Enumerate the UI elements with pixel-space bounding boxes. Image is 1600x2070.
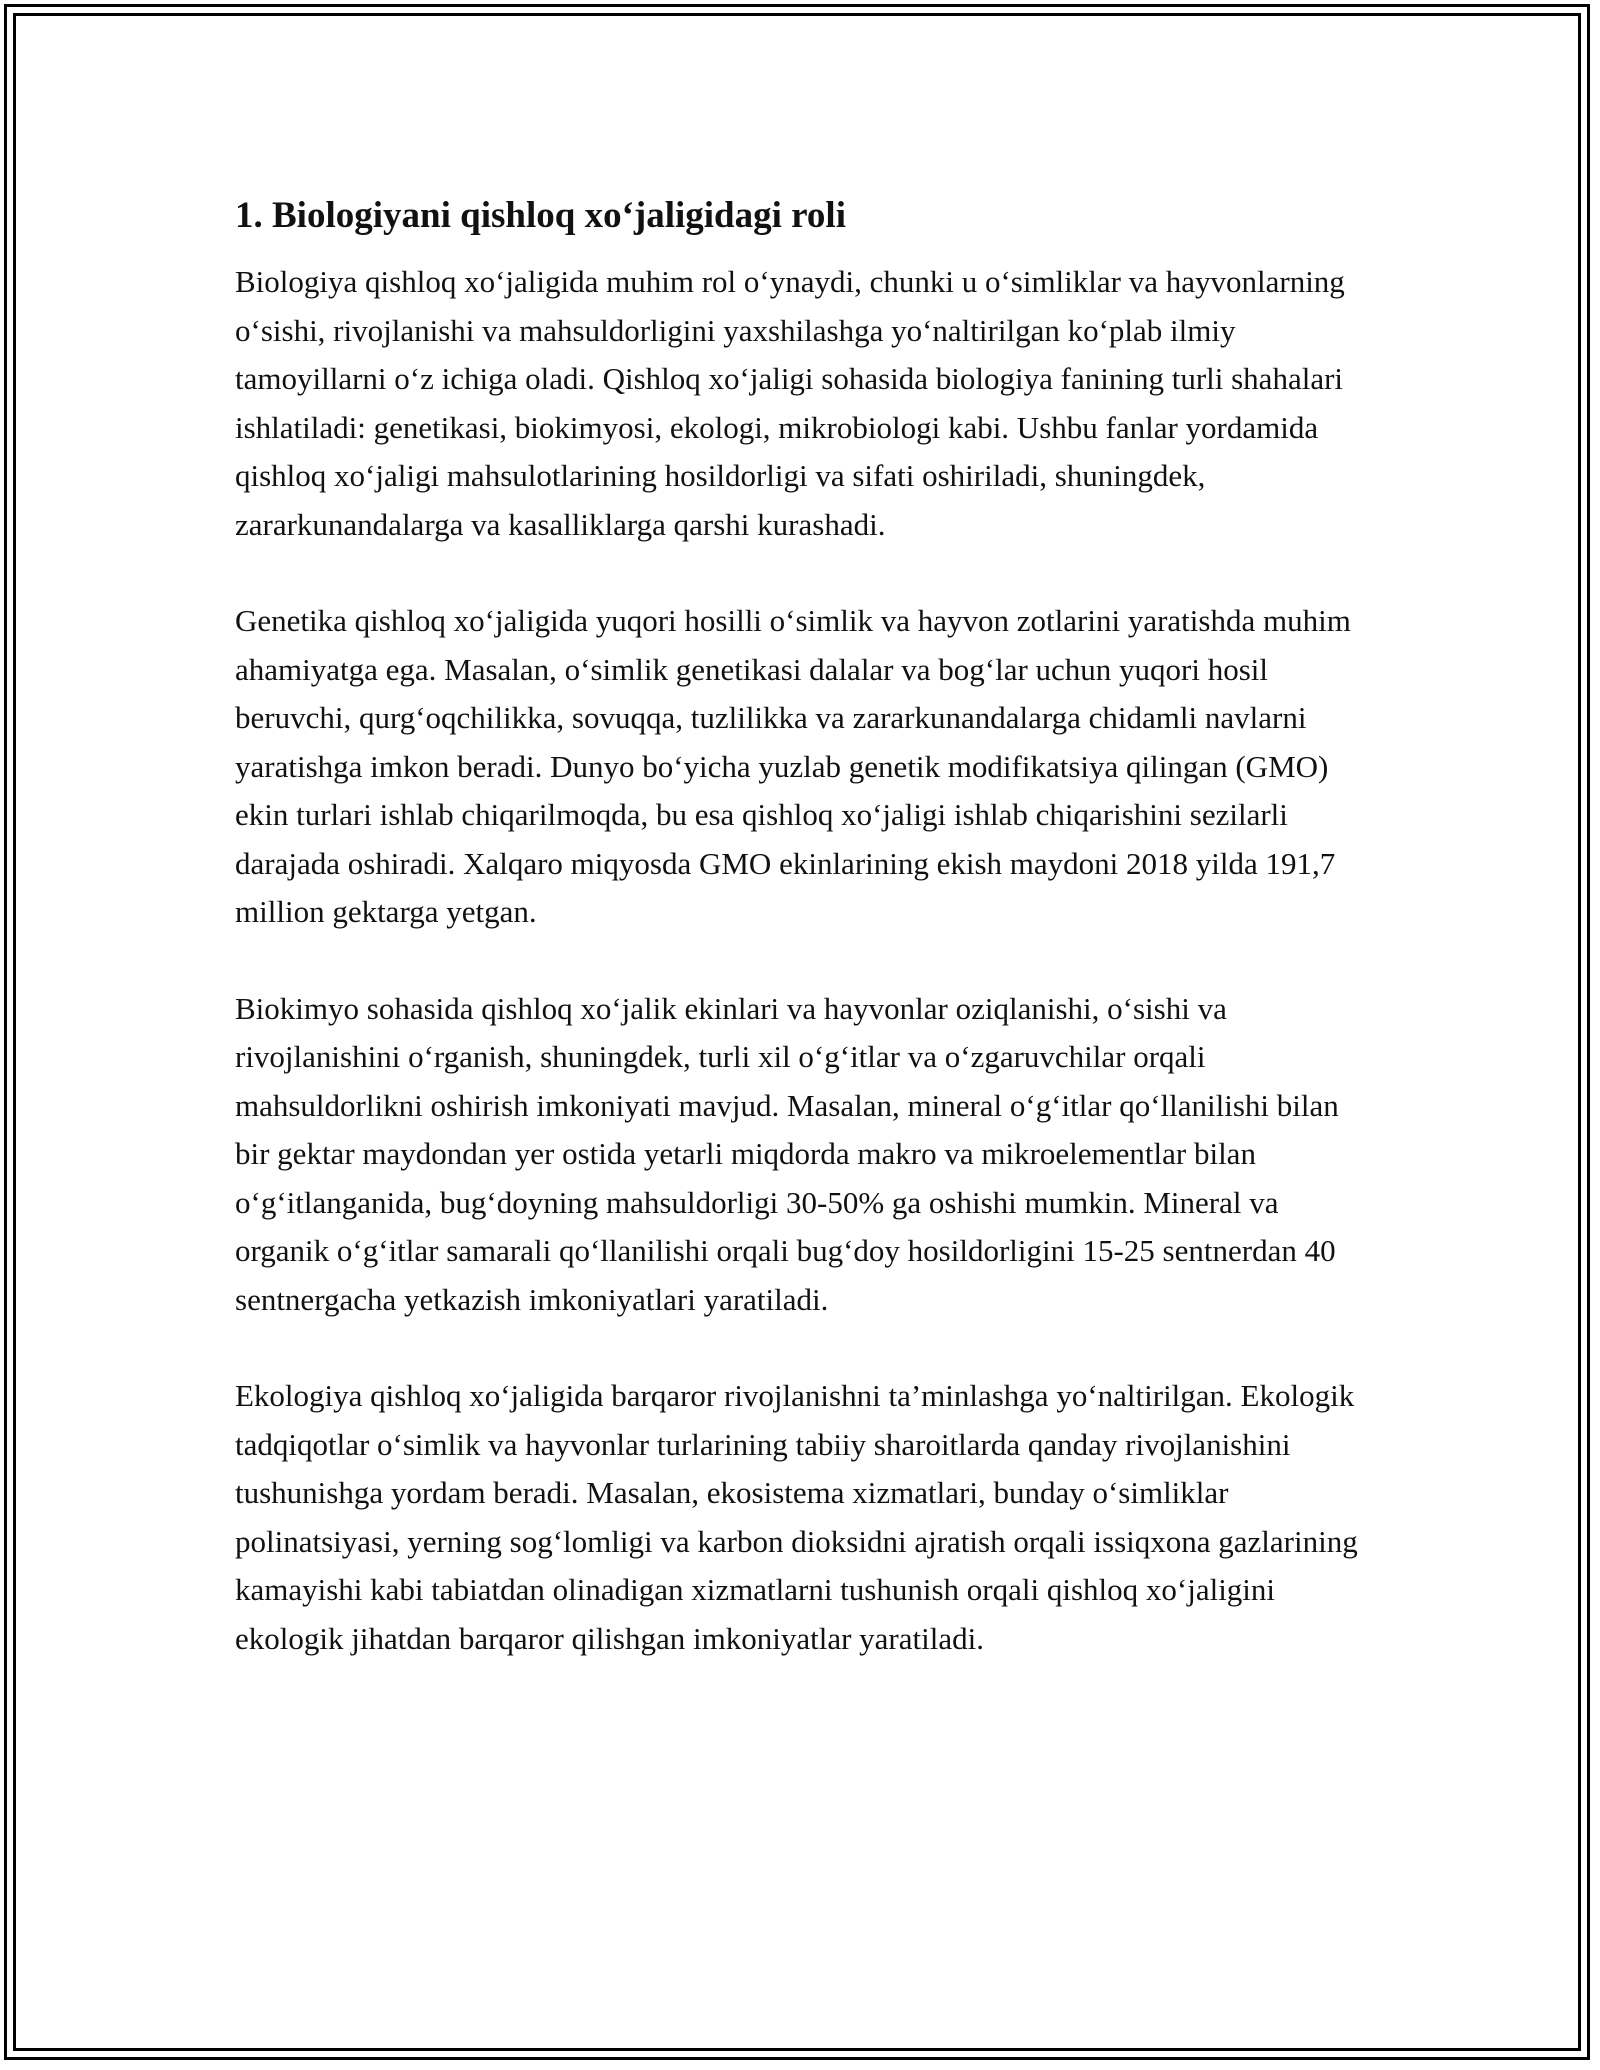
document-body — [235, 188, 1375, 1711]
paragraph-biochemistry: Biokimyo sohasida qishloq xo‘jalik ekinlari va hayvonlar oziqlanishi, o‘sishi va rivojlanishini o‘rganish, shuningdek, turli xil o‘g‘itlar va o‘zgaruvchilar orqali mahsuldorlikni oshirish imkoniyati mavjud. Masalan, mineral o‘g‘itlar qo‘llanilishi bilan bir gektar maydondan yer ostida yetarli miqdorda makro va mikroelementlar bilan o‘g‘itlanganida, bug‘doyning mahsuldorligi 30-50% ga oshishi mumkin. Mineral va organik o‘g‘itlar samarali qo‘llanilishi orqali bug‘doy hosildorligini 15-25 sentnerdan 40 sentnergacha yetkazish imkoniyatlari yaratiladi. — [235, 990, 1339, 1317]
paragraph-genetics: Genetika qishloq xo‘jaligida yuqori hosilli o‘simlik va hayvon zotlarini yaratishda muhim ahamiyatga ega. Masalan, o‘simlik genetikasi dalalar va bog‘lar uchun yuqori hosil beruvchi, qurg‘oqchilikka, sovuqqa, tuzlilikka va zararkunandalarga chidamli navlarni yaratishga imkon beradi. Dunyo bo‘yicha yuzlab genetik modifikatsiya qilingan (GMO) ekin turlari ishlab chiqarilmoqda, bu esa qishloq xo‘jaligi ishlab chiqarishini sezilarli darajada oshiradi. Xalqaro miqyosda GMO ekinlarining ekish maydoni 2018 yilda 191,7 million gektarga yetgan. — [235, 603, 1351, 929]
paragraph-ecology: Ekologiya qishloq xo‘jaligida barqaror rivojlanishni ta’minlashga yo‘naltirilgan. Ekologik tadqiqotlar o‘simlik va hayvonlar turlarining tabiiy sharoitlarda qanday rivojlanishini tushunishga yordam beradi. Masalan, ekosistema xizmatlari, bunday o‘simliklar polinatsiyasi, yerning sog‘lomligi va karbon dioksidni ajratish orqali issiqxona gazlarining kamayishi kabi tabiatdan olinadigan xizmatlarni tushunish orqali qishloq xo‘jaligini ekologik jihatdan barqaror qilishgan imkoniyatlar yaratiladi. — [235, 1378, 1358, 1656]
paragraph-biology-role: Biologiya qishloq xo‘jaligida muhim rol o‘ynaydi, chunki u o‘simliklar va hayvonlarning o‘sishi, rivojlanishi va mahsuldorligini yaxshilashga yo‘naltirilgan ko‘plab ilmiy tamoyillarni o‘z ichiga oladi. Qishloq xo‘jaligi sohasida biologiya fanining turli shahalari ishlatiladi: genetikasi, biokimyosi, ekologi, mikrobiologi kabi. Ushbu fanlar yordamida qishloq xo‘jaligi mahsulotlarining hosildorligi va sifati oshiriladi, shuningdek, zararkunandalarga va kasalliklarga qarshi kurashadi. — [235, 264, 1345, 542]
section-heading: 1. Biologiyani qishloq xo‘jaligidagi roli — [235, 195, 846, 236]
